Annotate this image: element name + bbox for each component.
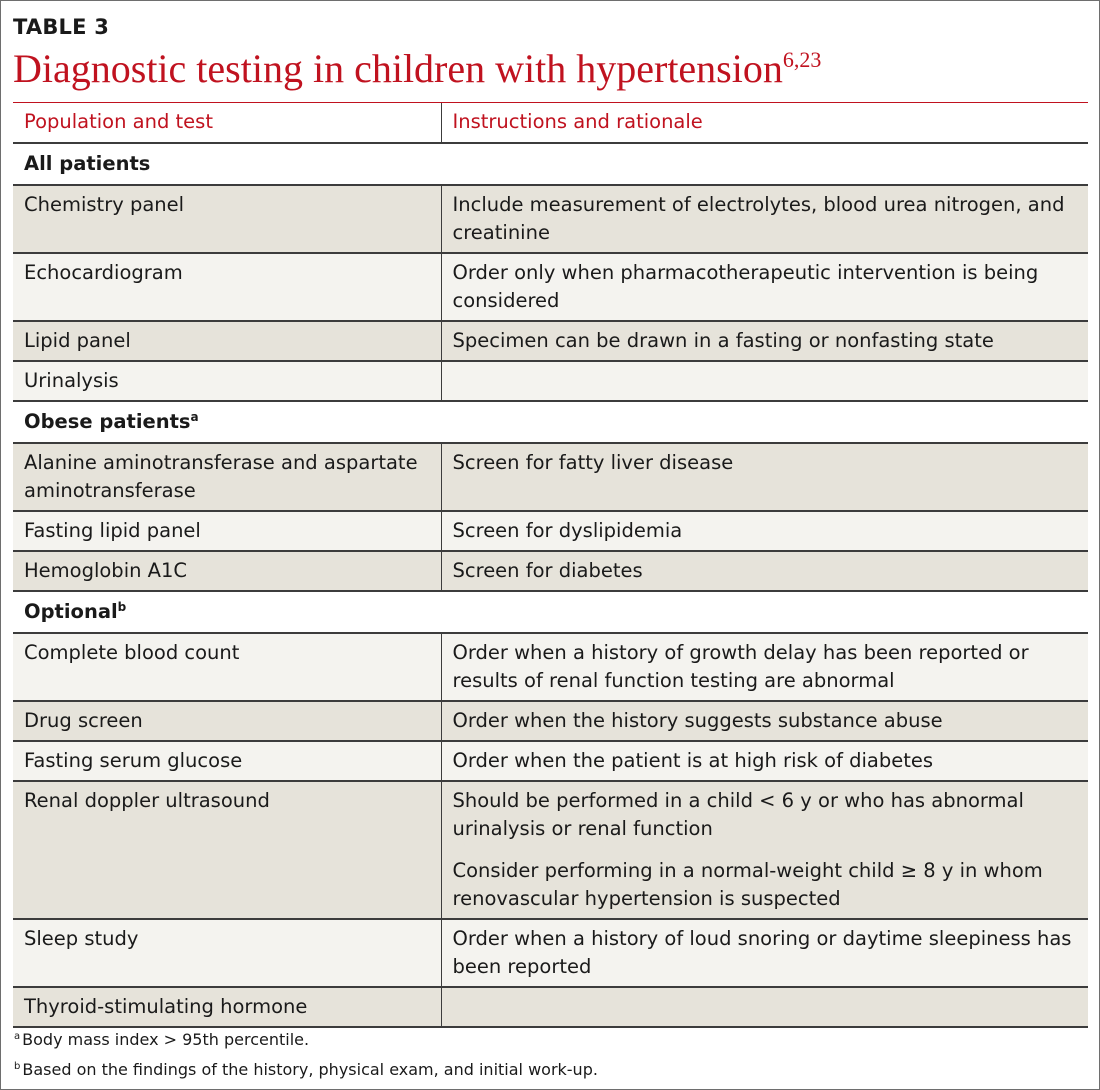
- test-name-cell: Complete blood count: [13, 633, 441, 701]
- instructions-cell: [441, 701, 1088, 741]
- instructions-cell: [441, 987, 1088, 1027]
- test-name-cell: Echocardiogram: [13, 253, 441, 321]
- test-name-cell: Alanine aminotransferase and aspartate aminotransferase: [13, 443, 441, 511]
- test-name-cell: Renal doppler ultrasound: [13, 781, 441, 919]
- footnotes: [14, 1025, 598, 1085]
- footnote-reference: b: [117, 600, 127, 614]
- section-label: [13, 591, 1088, 633]
- instruction-text: Screen for fatty liver disease: [452, 451, 734, 474]
- section-row: [13, 143, 1088, 185]
- instructions-cell: [441, 185, 1088, 253]
- footnote-text: Body mass index > 95th percentile.: [22, 1030, 310, 1049]
- table-row: [13, 321, 1088, 361]
- instructions-cell: [441, 781, 1088, 919]
- instruction-text: Screen for dyslipidemia: [452, 519, 683, 542]
- table-row: [13, 185, 1088, 253]
- table-row: [13, 919, 1088, 987]
- test-name-cell: Fasting lipid panel: [13, 511, 441, 551]
- column-header-population: Population and test: [13, 103, 441, 143]
- footnote-b: [14, 1055, 598, 1085]
- title-text: Diagnostic testing in children with hypertension: [13, 46, 783, 91]
- instruction-text: Order when the patient is at high risk of diabetes: [452, 749, 934, 772]
- footnote-text: Based on the findings of the history, physical exam, and initial work-up.: [22, 1060, 598, 1079]
- test-name-cell: Chemistry panel: [13, 185, 441, 253]
- instruction-text: Specimen can be drawn in a fasting or nonfasting state: [452, 329, 994, 352]
- test-name-cell: Lipid panel: [13, 321, 441, 361]
- section-row: [13, 591, 1088, 633]
- section-label-text: Optional: [24, 600, 118, 623]
- instruction-text: Order when a history of growth delay has been reported or results of renal function testing are abnormal: [452, 641, 1029, 692]
- table-row: [13, 781, 1088, 919]
- instructions-cell: [441, 443, 1088, 511]
- instructions-cell: [441, 321, 1088, 361]
- test-name-cell: Sleep study: [13, 919, 441, 987]
- column-header-instructions: Instructions and rationale: [441, 103, 1088, 143]
- test-name-cell: Fasting serum glucose: [13, 741, 441, 781]
- test-name-cell: Thyroid-stimulating hormone: [13, 987, 441, 1027]
- table-row: [13, 511, 1088, 551]
- footnote-a: [14, 1025, 598, 1055]
- table-row: [13, 987, 1088, 1027]
- instructions-cell: [441, 633, 1088, 701]
- instruction-text: Consider performing in a normal-weight child ≥ 8 y in whom renovascular hypertension is suspected: [452, 859, 1043, 910]
- instructions-cell: [441, 361, 1088, 401]
- table-row: [13, 551, 1088, 591]
- instruction-text: Order when the history suggests substance abuse: [452, 709, 943, 732]
- instructions-cell: [441, 551, 1088, 591]
- section-label-text: Obese patients: [24, 410, 191, 433]
- test-name-cell: Drug screen: [13, 701, 441, 741]
- table-row: [13, 633, 1088, 701]
- table-row: [13, 253, 1088, 321]
- table-row: [13, 741, 1088, 781]
- instruction-text: Order when a history of loud snoring or daytime sleepiness has been reported: [452, 927, 1072, 978]
- section-row: [13, 401, 1088, 443]
- table-row: [13, 361, 1088, 401]
- instruction-text: Order only when pharmacotherapeutic intervention is being considered: [452, 261, 1039, 312]
- instructions-cell: [441, 741, 1088, 781]
- table-row: [13, 443, 1088, 511]
- header-row: [13, 103, 1088, 143]
- table-row: [13, 701, 1088, 741]
- instructions-cell: [441, 511, 1088, 551]
- instructions-cell: [441, 919, 1088, 987]
- section-label-text: All patients: [24, 152, 151, 175]
- footnote-reference: a: [190, 410, 199, 424]
- table-body: [13, 143, 1088, 1027]
- test-name-cell: Hemoglobin A1C: [13, 551, 441, 591]
- table-title: [13, 45, 821, 92]
- title-references: 6,23: [782, 47, 822, 72]
- instruction-text: Include measurement of electrolytes, blood urea nitrogen, and creatinine: [452, 193, 1065, 244]
- section-label: [13, 401, 1088, 443]
- diagnostic-testing-table: [13, 103, 1088, 1028]
- test-name-cell: Urinalysis: [13, 361, 441, 401]
- section-label: [13, 143, 1088, 185]
- table-label: TABLE 3: [13, 15, 110, 39]
- instruction-text: Screen for diabetes: [452, 559, 643, 582]
- instructions-cell: [441, 253, 1088, 321]
- footnote-mark: b: [14, 1061, 21, 1072]
- instruction-text: Should be performed in a child < 6 y or who has abnormal urinalysis or renal function: [452, 789, 1024, 840]
- footnote-mark: a: [14, 1031, 21, 1042]
